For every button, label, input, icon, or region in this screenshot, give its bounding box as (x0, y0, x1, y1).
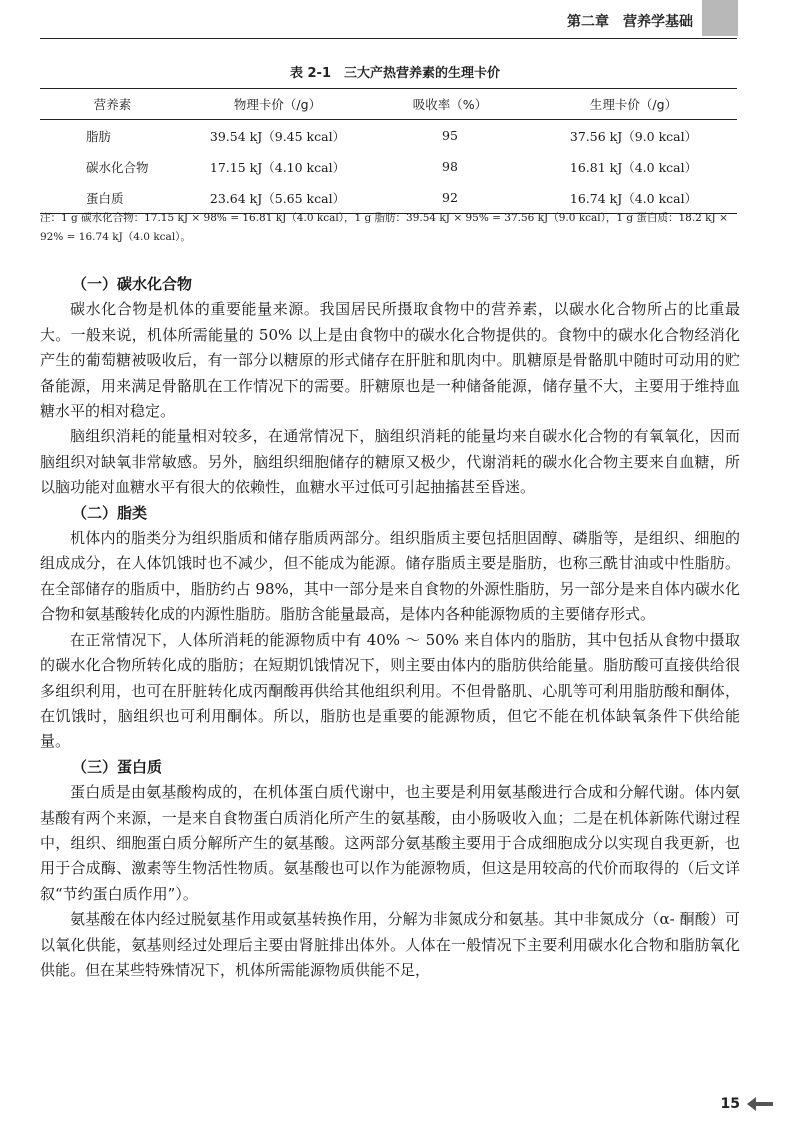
section-heading: （一）碳水化合物 (72, 275, 193, 293)
column-header: 生理卡价（/g） (530, 89, 737, 120)
table-cell: 37.56 kJ（9.0 kcal） (569, 128, 698, 144)
table-cell: 碳水化合物 (86, 159, 149, 175)
page-number: 15 (720, 1096, 740, 1112)
paragraph: 脑组织消耗的能量相对较多，在通常情况下，脑组织消耗的能量均来自碳水化合物的有氧氧化，因而脑组织对缺氧非常敏感。另外，脑组织细胞储存的糖原又极少，代谢消耗的碳水化合物主要来自血糖，所以脑功能对血糖水平有很大的依赖性，血糖水平过低可引起抽搐甚至昏迷。 (40, 427, 740, 497)
table-row (40, 120, 737, 152)
section-heading: （二）脂类 (72, 503, 148, 522)
paragraph: 机体内的脂类分为组织脂质和储存脂质两部分。组织脂质主要包括胆固醇、磷脂等，是组织、细胞的组成成分，在人体饥饿时也不减少，但不能成为能源。储存脂质主要是脂肪，也称三酰甘油或中性脂肪。在全部储存的脂质中，脂肪约占 98%，其中一部分是来自食物的外源性脂肪，另一部分是来自体内碳水化合物和氨基酸转化成的内源性脂肪。脂肪含能量最高，是体内各种能源物质的主要储存形式。 (40, 529, 740, 624)
running-header (40, 0, 737, 39)
table-cell: 17.15 kJ（4.10 kcal） (209, 159, 346, 175)
column-header: 物理卡价（/g） (185, 89, 370, 120)
table-cell: 脂肪 (86, 128, 112, 144)
table-cell: 98 (442, 159, 458, 174)
table-row (40, 151, 737, 182)
table-cell: 23.64 kJ（5.65 kcal） (185, 182, 370, 214)
table-cell: 39.54 kJ（9.45 kcal） (209, 128, 346, 144)
energy-value-table (40, 88, 737, 214)
table-caption: 表 2-1 三大产热营养素的生理卡价 (289, 66, 500, 81)
table-cell: 16.81 kJ（4.0 kcal） (569, 159, 698, 175)
paragraph: 在正常情况下，人体所消耗的能源物质中有 40% ～ 50% 来自体内的脂肪，其中包括从食物中摄取的碳水化合物所转化成的脂肪；在短期饥饿情况下，则主要由体内的脂肪供给能量。脂肪酸可直接供给很多组织利用，也可在肝脏转化成丙酮酸再供给其他组织利用。不但骨骼肌、心肌等可利用脂肪酸和酮体，在饥饿时，脑组织也可利用酮体。所以，脂肪也是重要的能源物质，但它不能在机体缺氧条件下供给能量。 (40, 630, 740, 751)
paragraph: 氨基酸在体内经过脱氨基作用或氨基转换作用，分解为非氮成分和氨基。其中非氮成分（α- 酮酸）可以氧化供能，氨基则经过处理后主要由肾脏排出体外。人体在一般情况下主要利用碳水化合物和脂肪氧化供能。但在某些特殊情况下，机体所需能源物质供能不足， (40, 910, 740, 979)
table-cell: 95 (442, 128, 458, 143)
table-note: 注：1 g 碳水化合物：17.15 kJ × 98% = 16.81 kJ（4.0 kcal），1 g 脂肪：39.54 kJ × 95% = 37.56 kJ（9.0 kcal），1 g 蛋白质：18.2 kJ × 92% = 16.74 kJ（4.0 kcal）。 (40, 212, 728, 243)
body-text (40, 272, 740, 983)
paragraph: 蛋白质是由氨基酸构成的，在机体蛋白质代谢中，也主要是利用氨基酸进行合成和分解代谢。体内氨基酸有两个来源，一是来自食物蛋白质消化所产生的氨基酸，由小肠吸收入血；二是在机体新陈代谢过程中，组织、细胞蛋白质分解所产生的氨基酸。这两部分氨基酸主要用于合成细胞成分以实现自我更新，也用于合成酶、激素等生物活性物质。氨基酸也可以作为能源物质，但这是用较高的代价而取得的（后文详叙“节约蛋白质作用”）。 (40, 783, 740, 903)
arrow-left-icon (746, 1096, 774, 1112)
section-heading: （三）蛋白质 (72, 757, 163, 776)
chapter-label: 第二章 (567, 14, 609, 30)
running-header-text (567, 11, 693, 31)
paragraph: 碳水化合物是机体的重要能量来源。我国居民所摄取食物中的营养素，以碳水化合物所占的比重最大。一般来说，机体所需能量的 50% 以上是由食物中的碳水化合物提供的。食物中的碳水化合物经消化产生的葡萄糖被吸收后，有一部分以糖原的形式储存在肝脏和肌肉中。肌糖原是骨骼肌中随时可动用的贮备能源，用来满足骨骼肌在工作情况下的需要。肝糖原也是一种储备能源，储存量不大，主要用于维持血糖水平的相对稳定。 (40, 300, 740, 421)
table-cell: 16.74 kJ（4.0 kcal） (530, 182, 737, 214)
table-cell: 92 (370, 182, 530, 214)
chapter-tab-block (702, 0, 738, 36)
table-cell: 蛋白质 (40, 182, 185, 214)
column-header: 吸收率（%） (370, 89, 530, 120)
page-footer (721, 1096, 774, 1112)
chapter-title: 营养学基础 (623, 14, 693, 30)
table-header-row (40, 89, 737, 120)
column-header: 营养素 (40, 89, 185, 120)
